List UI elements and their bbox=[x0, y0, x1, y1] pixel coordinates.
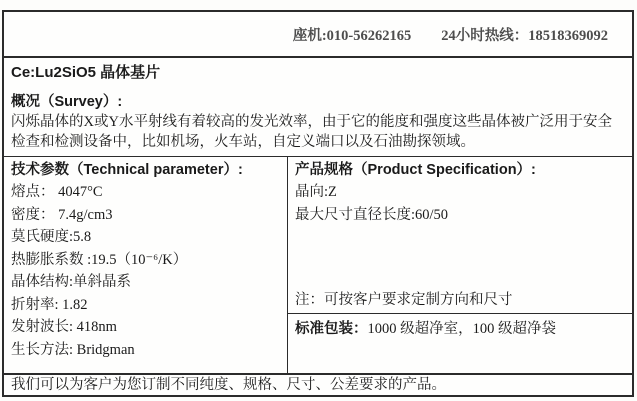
spec-spacer bbox=[295, 226, 626, 289]
specification-item-orientation: 晶向:Z bbox=[295, 184, 337, 200]
page-title: Ce:Lu2SiO5 晶体基片 bbox=[11, 64, 161, 81]
technical-parameters-cell bbox=[4, 157, 288, 373]
footer-note: 我们可以为客户为您订制不同纯度、规格、尺寸、公差要求的产品。 bbox=[4, 373, 632, 395]
contact-bar bbox=[4, 12, 632, 56]
technical-item-emission-wavelength: 发射波长: 418nm bbox=[11, 319, 117, 335]
hotline-number: 24小时热线：18518369092 bbox=[441, 27, 608, 44]
product-specification-cell bbox=[288, 157, 632, 373]
technical-item-crystal-structure: 晶体结构:单斜晶系 bbox=[11, 274, 132, 290]
survey-heading: 概况（Survey）: bbox=[11, 94, 123, 110]
packaging-cell bbox=[288, 313, 632, 373]
parameters-row bbox=[4, 156, 632, 373]
survey-body: 闪烁晶体的X或Y水平射线有着较高的发光效率，由于它的能度和强度这些晶体被广泛用于安全检查和检测设备中，比如机场，火车站，自定义端口以及石油勘探领域。 bbox=[11, 114, 612, 150]
product-datasheet-table bbox=[2, 10, 634, 397]
specification-upper-cell bbox=[288, 157, 632, 313]
customization-note: 注：可按客户要求定制方向和尺寸 bbox=[295, 291, 513, 308]
technical-item-growth-method: 生长方法: Bridgman bbox=[11, 341, 135, 358]
packaging-value: 1000 级超净室，100 级超净袋 bbox=[367, 321, 556, 337]
technical-heading: 技术参数（Technical parameter）: bbox=[11, 162, 243, 178]
packaging-label: 标准包装： bbox=[295, 321, 368, 337]
specification-item-max-size: 最大尺寸直径长度:60/50 bbox=[295, 206, 449, 223]
technical-item-melting-point: 熔点： 4047°C bbox=[11, 184, 103, 200]
technical-item-thermal-expansion: 热膨胀系数 :19.5（10⁻⁶/K） bbox=[11, 251, 188, 268]
specification-heading: 产品规格（Product Specification）: bbox=[295, 162, 536, 178]
technical-item-mohs-hardness: 莫氏硬度:5.8 bbox=[11, 229, 92, 245]
technical-item-density: 密度： 7.4g/cm3 bbox=[11, 206, 113, 223]
landline-number: 座机:010-56262165 bbox=[292, 27, 412, 44]
technical-item-refractive-index: 折射率: 1.82 bbox=[11, 296, 88, 313]
intro-section bbox=[4, 56, 632, 156]
